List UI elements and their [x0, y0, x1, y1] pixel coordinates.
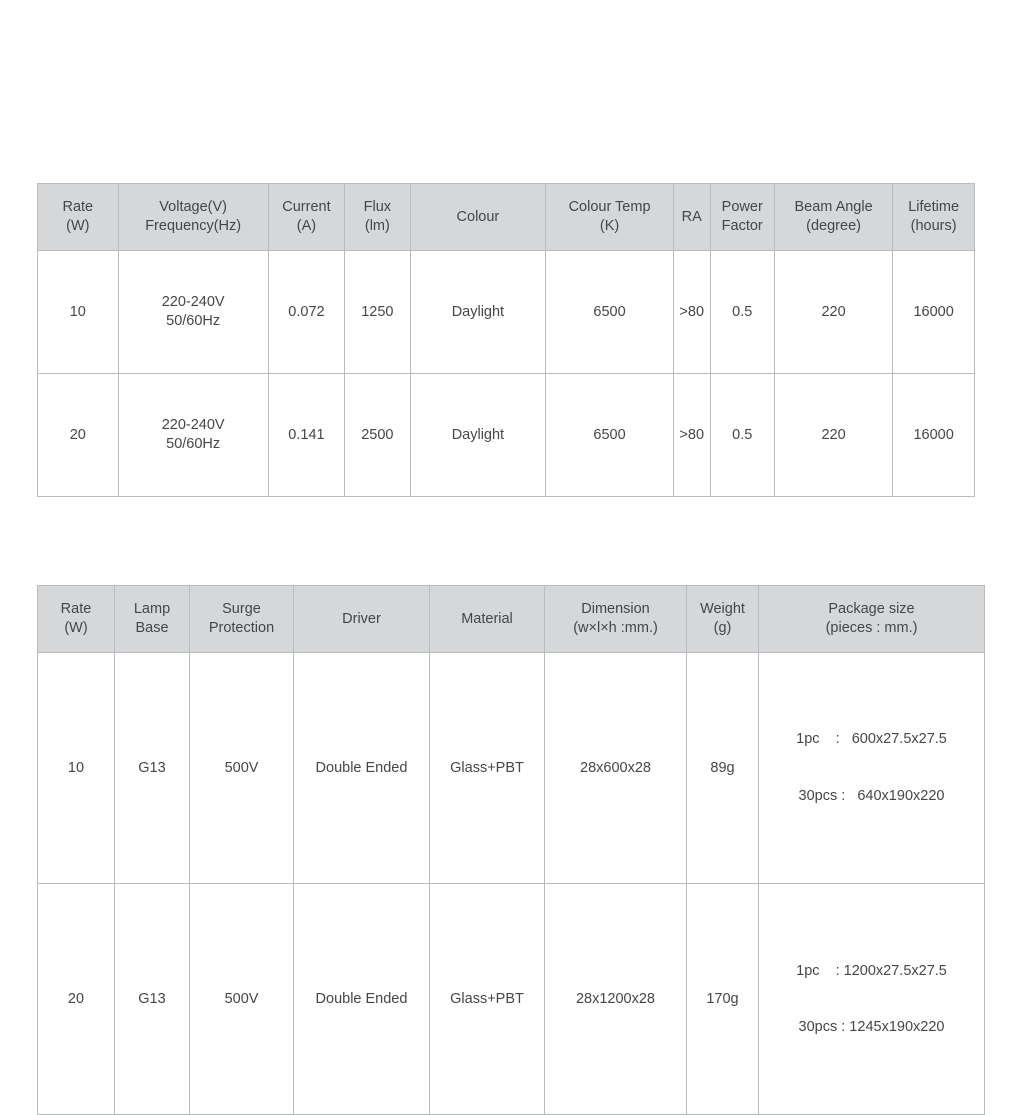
mechanical-specifications-table — [37, 585, 985, 1115]
cell-rate: 10 — [38, 251, 119, 374]
column-header-package-size — [759, 586, 985, 653]
header-line-1: RA — [681, 208, 702, 225]
cell-rate: 20 — [38, 884, 115, 1115]
cell-dimension: 28x600x28 — [545, 653, 687, 884]
table-header-row — [38, 184, 975, 251]
column-header-dimension — [545, 586, 687, 653]
column-header-current — [268, 184, 345, 251]
header-line-2: (w×l×h :mm.) — [573, 620, 658, 636]
cell-line-2: 30pcs : 640x190x220 — [798, 787, 945, 804]
header-line-2: (W) — [64, 620, 88, 636]
cell-power-factor: 0.5 — [710, 374, 774, 497]
cell-lamp-base: G13 — [115, 653, 190, 884]
cell-voltage-frequency — [118, 251, 268, 374]
header-line-2: (lm) — [364, 218, 390, 234]
table-row — [38, 374, 975, 497]
header-line-1: Flux — [363, 199, 392, 216]
cell-current: 0.141 — [268, 374, 345, 497]
cell-package-size — [759, 653, 985, 884]
header-line-1: Weight — [700, 601, 745, 618]
column-header-colour-temp — [546, 184, 674, 251]
cell-line-1: 1pc : 600x27.5x27.5 — [796, 731, 947, 748]
header-line-1: Current — [282, 199, 331, 216]
column-header-driver — [294, 586, 430, 653]
table-header-row — [38, 586, 985, 653]
cell-ra: >80 — [673, 374, 710, 497]
cell-lifetime: 16000 — [893, 374, 975, 497]
cell-surge-protection: 500V — [190, 653, 294, 884]
column-header-rate — [38, 184, 119, 251]
header-line-2: Factor — [721, 218, 763, 234]
header-line-2: (A) — [296, 218, 317, 234]
column-header-rate — [38, 586, 115, 653]
cell-line-2: 50/60Hz — [166, 436, 221, 452]
cell-line-2: 50/60Hz — [166, 313, 221, 329]
cell-colour-temp: 6500 — [546, 251, 674, 374]
cell-line-1: 220-240V — [161, 294, 225, 311]
cell-ra: >80 — [673, 251, 710, 374]
cell-weight: 170g — [687, 884, 759, 1115]
column-header-ra — [673, 184, 710, 251]
table-row — [38, 884, 985, 1115]
column-header-colour — [410, 184, 546, 251]
column-header-material — [430, 586, 545, 653]
cell-colour: Daylight — [410, 251, 546, 374]
header-line-2: Protection — [208, 620, 275, 636]
header-line-2: (hours) — [910, 218, 957, 234]
header-line-2: (degree) — [806, 218, 861, 234]
column-header-voltage-frequency — [118, 184, 268, 251]
cell-rate: 10 — [38, 653, 115, 884]
header-line-2: Frequency(Hz) — [145, 218, 242, 234]
cell-dimension: 28x1200x28 — [545, 884, 687, 1115]
header-line-1: Beam Angle — [794, 199, 873, 216]
header-line-2: (K) — [599, 218, 620, 234]
table-row — [38, 653, 985, 884]
cell-lamp-base: G13 — [115, 884, 190, 1115]
cell-line-1: 220-240V — [161, 417, 225, 434]
header-line-1: Surge — [222, 601, 261, 618]
cell-driver: Double Ended — [294, 884, 430, 1115]
header-line-1: Colour — [456, 208, 500, 225]
header-line-1: Rate — [60, 601, 92, 618]
header-line-1: Voltage(V) — [159, 199, 227, 216]
cell-line-1: 1pc : 1200x27.5x27.5 — [796, 962, 947, 979]
cell-flux: 2500 — [345, 374, 410, 497]
cell-current: 0.072 — [268, 251, 345, 374]
cell-beam-angle: 220 — [774, 251, 892, 374]
header-line-1: Driver — [342, 610, 381, 627]
cell-weight: 89g — [687, 653, 759, 884]
cell-colour-temp: 6500 — [546, 374, 674, 497]
electrical-specifications-table — [37, 183, 975, 497]
header-line-1: Colour Temp — [568, 199, 651, 216]
cell-rate: 20 — [38, 374, 119, 497]
column-header-lamp-base — [115, 586, 190, 653]
header-line-1: Lifetime — [908, 199, 960, 216]
cell-beam-angle: 220 — [774, 374, 892, 497]
column-header-weight — [687, 586, 759, 653]
header-line-1: Lamp — [133, 601, 171, 618]
header-line-2: (W) — [66, 218, 90, 234]
column-header-flux — [345, 184, 410, 251]
header-line-1: Dimension — [581, 601, 650, 618]
cell-surge-protection: 500V — [190, 884, 294, 1115]
cell-material: Glass+PBT — [430, 884, 545, 1115]
header-line-1: Power — [721, 199, 763, 216]
header-line-2: (g) — [713, 620, 732, 636]
cell-lifetime: 16000 — [893, 251, 975, 374]
header-line-1: Rate — [62, 199, 94, 216]
header-line-1: Material — [461, 610, 513, 627]
cell-driver: Double Ended — [294, 653, 430, 884]
header-line-1: Package size — [828, 601, 915, 618]
cell-line-2: 30pcs : 1245x190x220 — [798, 1019, 945, 1036]
cell-power-factor: 0.5 — [710, 251, 774, 374]
header-line-2: Base — [135, 620, 169, 636]
column-header-surge-protection — [190, 586, 294, 653]
cell-colour: Daylight — [410, 374, 546, 497]
column-header-beam-angle — [774, 184, 892, 251]
cell-package-size — [759, 884, 985, 1115]
column-header-lifetime — [893, 184, 975, 251]
cell-flux: 1250 — [345, 251, 410, 374]
cell-voltage-frequency — [118, 374, 268, 497]
header-line-2: (pieces : mm.) — [825, 620, 918, 636]
cell-material: Glass+PBT — [430, 653, 545, 884]
table-row — [38, 251, 975, 374]
column-header-power-factor — [710, 184, 774, 251]
